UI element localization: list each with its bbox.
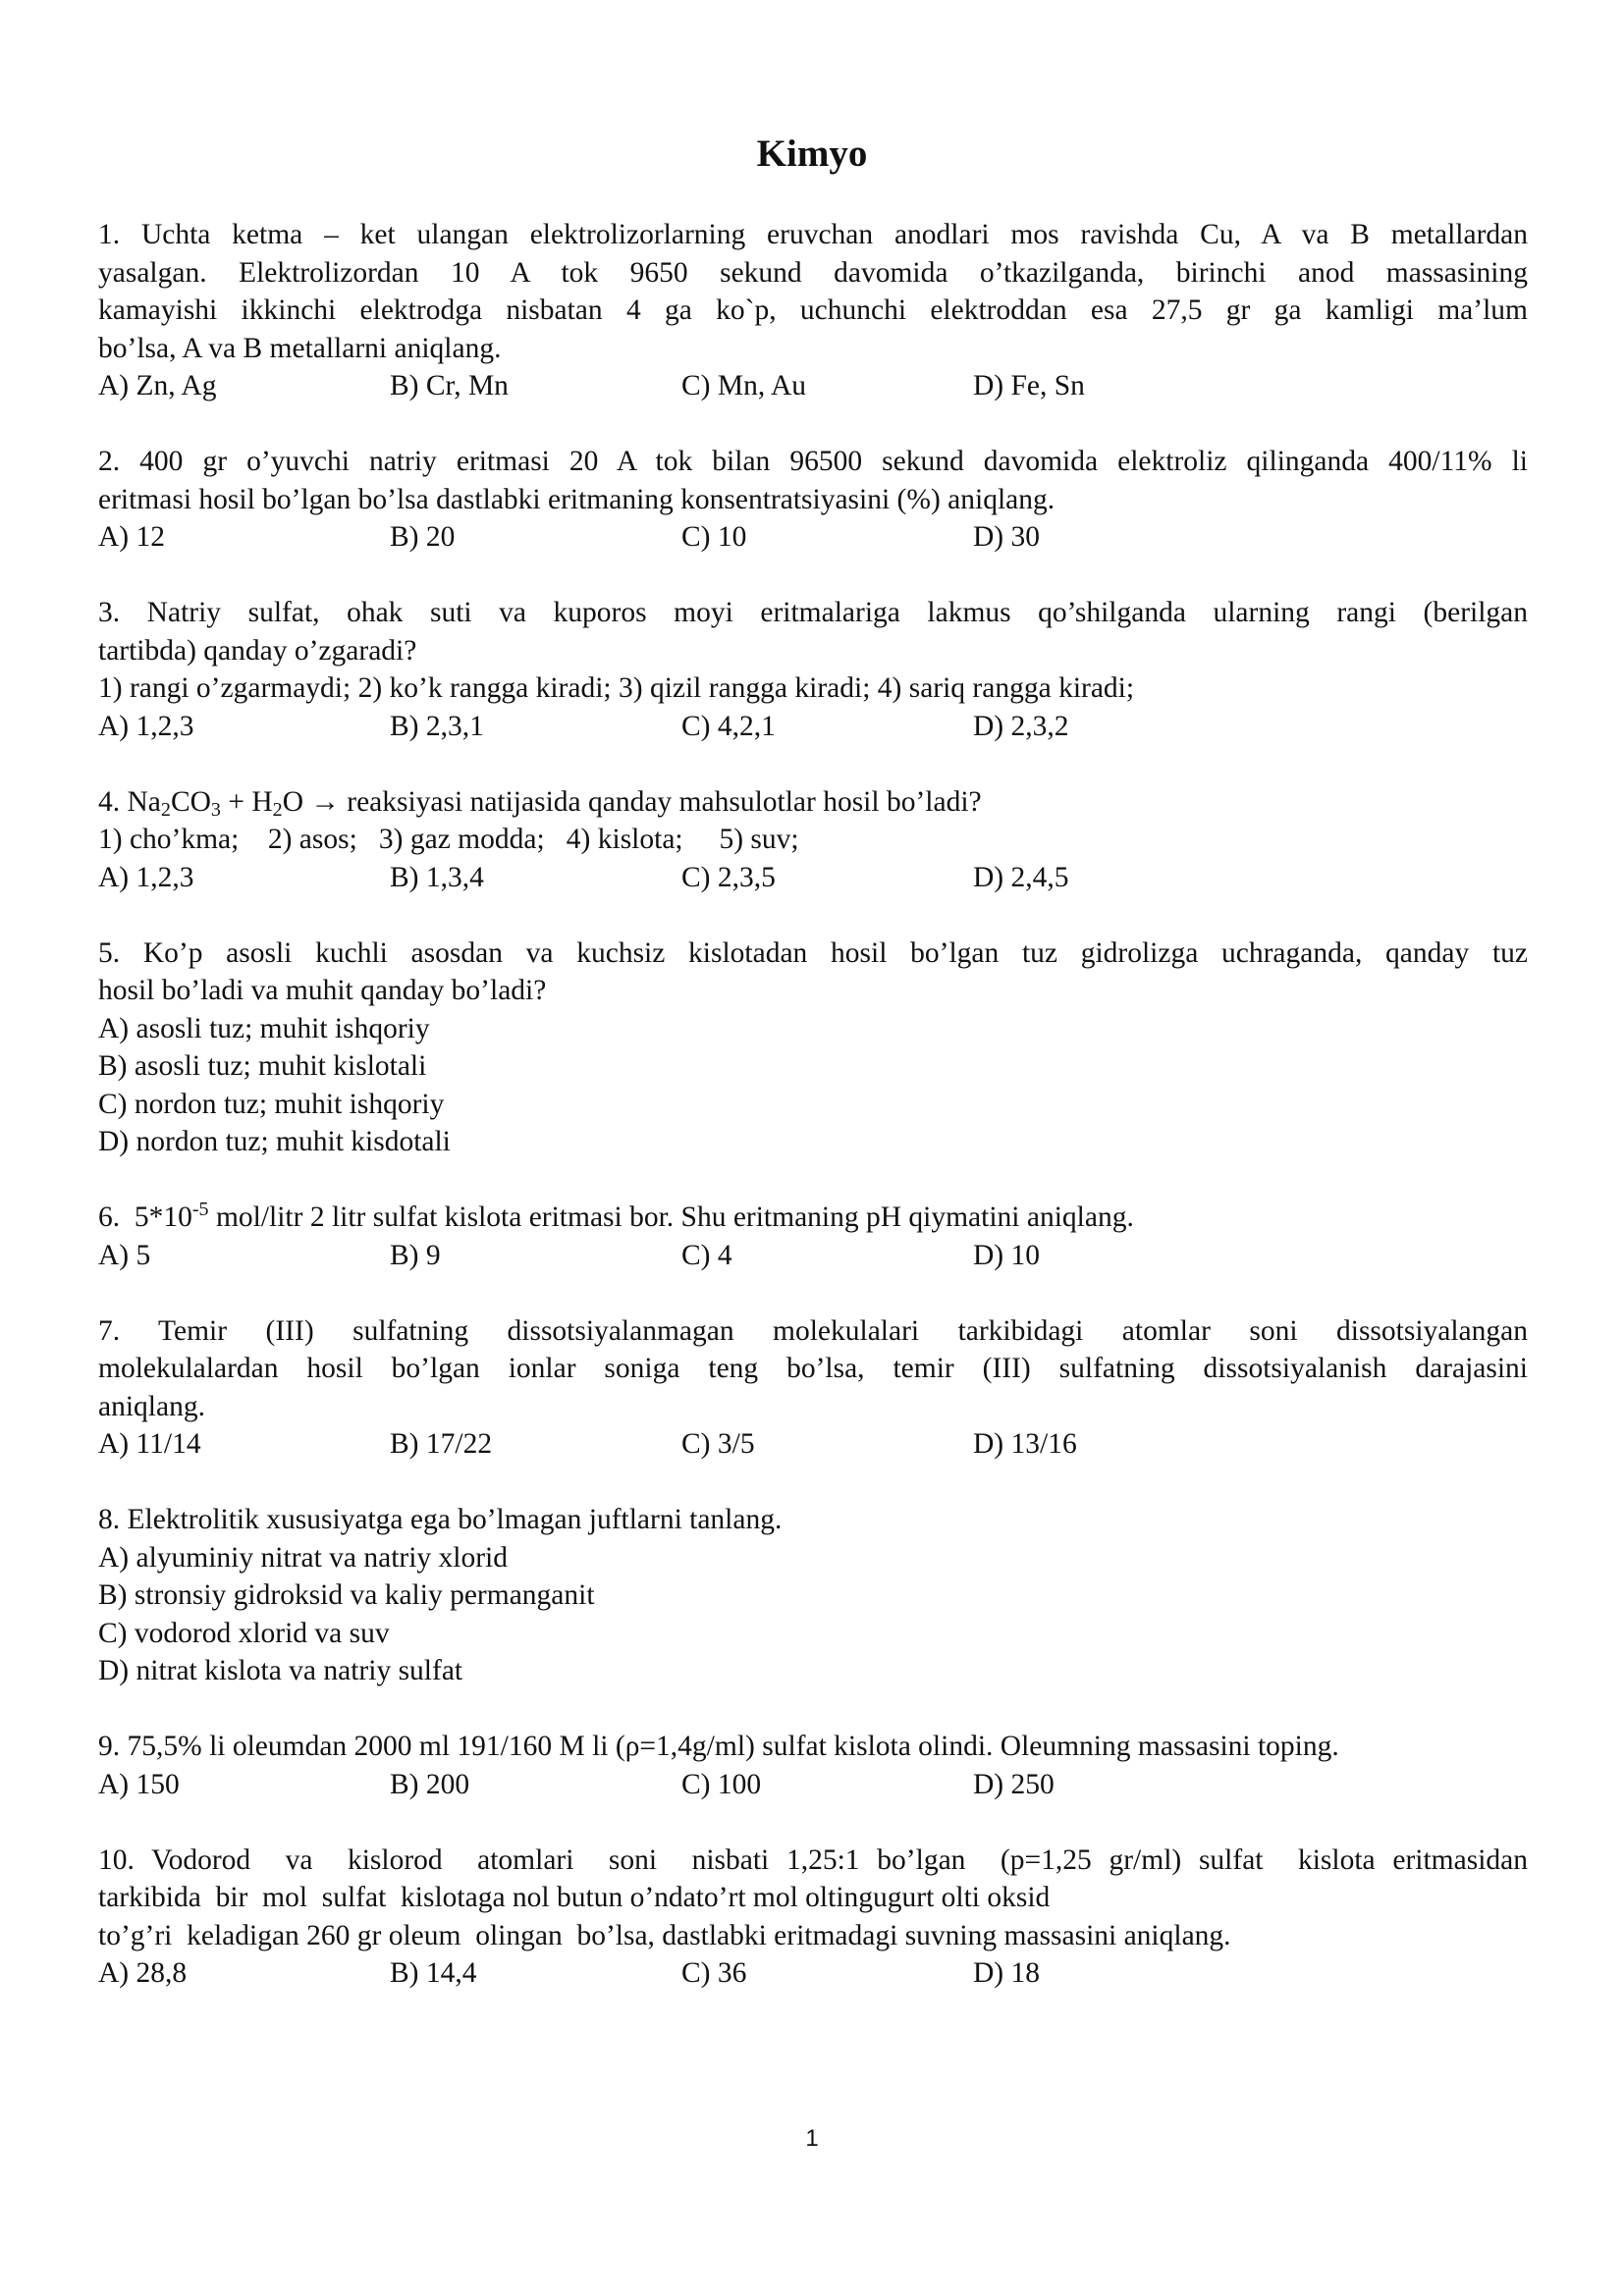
option-c: C) nordon tuz; muhit ishqoriy xyxy=(98,1088,445,1120)
option-d: D) 30 xyxy=(973,521,1041,553)
question-text-line: aniqlang. xyxy=(98,1390,205,1422)
option-c: C) 4,2,1 xyxy=(681,710,776,742)
option-a: A) 1,2,3 xyxy=(98,710,194,742)
question-text-line: 1. Uchta ketma – ket ulangan elektrolizorlarning eruvchan anodlari mos ravishda Cu, A va B metallardan xyxy=(98,219,1528,250)
subscript: 2 xyxy=(160,798,171,821)
option-d: D) 13/16 xyxy=(973,1428,1077,1460)
option-b: B) asosli tuz; muhit kislotali xyxy=(98,1050,427,1082)
question-9 xyxy=(98,1728,1528,1803)
question-list xyxy=(98,216,1528,2030)
option-b: B) 17/22 xyxy=(390,1428,493,1460)
stem-part: 6. 5*10 xyxy=(98,1201,192,1233)
option-c: C) 36 xyxy=(681,1957,747,1989)
question-text-line: 8. Elektrolitik xususiyatga ega bo’lmagan juftlarni tanlang. xyxy=(98,1504,783,1535)
stem-part: + H xyxy=(220,785,273,818)
question-7 xyxy=(98,1312,1528,1464)
option-d: D) nitrat kislota va natriy sulfat xyxy=(98,1655,463,1686)
answer-options xyxy=(98,1425,1528,1464)
question-text-line: 3. Natriy sulfat, ohak suti va kuporos moyi eritmalariga lakmus qo’shilganda ularning rangi (berilgan xyxy=(98,597,1528,628)
answer-options xyxy=(98,518,1528,557)
option-d: D) 2,3,2 xyxy=(973,710,1069,742)
option-a: A) 11/14 xyxy=(98,1428,201,1460)
question-6 xyxy=(98,1199,1528,1274)
option-b: B) Cr, Mn xyxy=(390,370,509,401)
page-number: 1 xyxy=(805,2125,819,2152)
question-text-line: 9. 75,5% li oleumdan 2000 ml 191/160 M li (ρ=1,4g/ml) sulfat kislota olindi. Oleumning massasini toping. xyxy=(98,1731,1339,1762)
stem-part: O → reaksiyasi natijasida qanday mahsulotlar hosil bo’ladi? xyxy=(282,785,982,818)
option-d: D) 10 xyxy=(973,1239,1041,1271)
option-b: B) stronsiy gidroksid va kaliy permanganit xyxy=(98,1579,595,1611)
question-choices-line: 1) cho’kma; 2) asos; 3) gaz modda; 4) kislota; 5) suv; xyxy=(98,824,799,855)
question-2 xyxy=(98,443,1528,557)
subscript: 2 xyxy=(272,798,283,821)
option-a: A) asosli tuz; muhit ishqoriy xyxy=(98,1012,430,1044)
option-b: B) 200 xyxy=(390,1768,470,1800)
question-text-line: bo’lsa, A va B metallarni aniqlang. xyxy=(98,332,502,364)
question-10 xyxy=(98,1842,1528,1993)
question-text-line: kamayishi ikkinchi elektrodga nisbatan 4 ga ko`p, uchunchi elektroddan esa 27,5 gr ga kamligi ma’lum xyxy=(98,294,1528,326)
option-a: A) 12 xyxy=(98,521,166,553)
question-text-line xyxy=(98,1199,1528,1237)
question-text-line: hosil bo’ladi va muhit qanday bo’ladi? xyxy=(98,975,547,1006)
question-1 xyxy=(98,216,1528,405)
question-text-line: yasalgan. Elektrolizordan 10 A tok 9650 sekund davomida o’tkazilganda, birinchi anod massasining xyxy=(98,256,1528,289)
question-4 xyxy=(98,783,1528,897)
option-b: B) 9 xyxy=(390,1239,441,1271)
option-d: D) 2,4,5 xyxy=(973,861,1069,893)
option-a: A) 5 xyxy=(98,1239,151,1271)
answer-options xyxy=(98,1237,1528,1275)
question-text-line: 2. 400 gr o’yuvchi natriy eritmasi 20 A tok bilan 96500 sekund davomida elektroliz qilinganda 400/11% li xyxy=(98,446,1528,477)
question-text-line: molekulalardan hosil bo’lgan ionlar soniga teng bo’lsa, temir (III) sulfatning dissotsiyalanish darajasini xyxy=(98,1353,1528,1384)
question-text-line: 5. Ko’p asosli kuchli asosdan va kuchsiz kislotadan hosil bo’lgan tuz gidrolizga uchraganda, qanday tuz xyxy=(98,936,1528,969)
subscript: 3 xyxy=(210,798,221,821)
option-c: C) Mn, Au xyxy=(681,370,807,401)
question-8 xyxy=(98,1501,1528,1690)
option-a: A) 150 xyxy=(98,1768,180,1800)
answer-options xyxy=(98,367,1528,405)
question-text-line xyxy=(98,783,1528,822)
question-text-line: to’g’ri keladigan 260 gr oleum olingan bo’lsa, dastlabki eritmadagi suvning massasini aniqlang. xyxy=(98,1919,1231,1951)
answer-options xyxy=(98,1954,1528,1993)
question-5 xyxy=(98,934,1528,1161)
option-c: C) 100 xyxy=(681,1768,762,1800)
stem-part: mol/litr 2 litr sulfat kislota eritmasi bor. Shu eritmaning pH qiymatini aniqlang. xyxy=(208,1201,1134,1233)
option-c: C) 3/5 xyxy=(681,1428,755,1460)
option-a: A) Zn, Ag xyxy=(98,370,217,401)
option-c: C) 10 xyxy=(681,521,747,553)
option-a: A) alyuminiy nitrat va natriy xlorid xyxy=(98,1541,509,1574)
question-text-line: tartibda) qanday o’zgaradi? xyxy=(98,634,417,667)
page-title: Kimyo xyxy=(756,133,868,175)
option-c: C) vodorod xlorid va suv xyxy=(98,1617,390,1649)
option-b: B) 14,4 xyxy=(390,1957,477,1989)
answer-options xyxy=(98,1766,1528,1804)
stem-part: CO xyxy=(170,785,211,818)
option-c: C) 4 xyxy=(681,1239,732,1271)
question-3 xyxy=(98,594,1528,745)
option-c: C) 2,3,5 xyxy=(681,861,776,893)
option-b: B) 2,3,1 xyxy=(390,710,484,742)
option-b: B) 1,3,4 xyxy=(390,861,484,893)
stem-part: 4. Na xyxy=(98,785,161,818)
option-a: A) 1,2,3 xyxy=(98,861,194,893)
question-text-line: tarkibida bir mol sulfat kislotaga nol butun o’ndato’rt mol oltingugurt olti oksid xyxy=(98,1882,1051,1913)
option-a: A) 28,8 xyxy=(98,1957,188,1989)
option-d: D) 250 xyxy=(973,1768,1055,1800)
option-d: D) 18 xyxy=(973,1957,1041,1989)
answer-options xyxy=(98,708,1528,746)
question-choices-line: 1) rangi o’zgarmaydi; 2) ko’k rangga kiradi; 3) qizil rangga kiradi; 4) sariq rangga kiradi; xyxy=(98,672,1135,704)
answer-options xyxy=(98,859,1528,897)
question-text-line: 10. Vodorod va kislorod atomlari soni nisbati 1,25:1 bo’lgan (p=1,25 gr/ml) sulfat kislota eritmasidan xyxy=(98,1843,1528,1876)
superscript: -5 xyxy=(191,1198,209,1220)
option-b: B) 20 xyxy=(390,521,456,553)
option-d: D) nordon tuz; muhit kisdotali xyxy=(98,1126,451,1157)
question-text-line: eritmasi hosil bo’lgan bo’lsa dastlabki eritmaning konsentratsiyasini (%) aniqlang. xyxy=(98,483,1056,515)
option-d: D) Fe, Sn xyxy=(973,370,1085,401)
question-text-line: 7. Temir (III) sulfatning dissotsiyalanmagan molekulalari tarkibidagi atomlar soni dissotsiyalangan xyxy=(98,1314,1528,1347)
